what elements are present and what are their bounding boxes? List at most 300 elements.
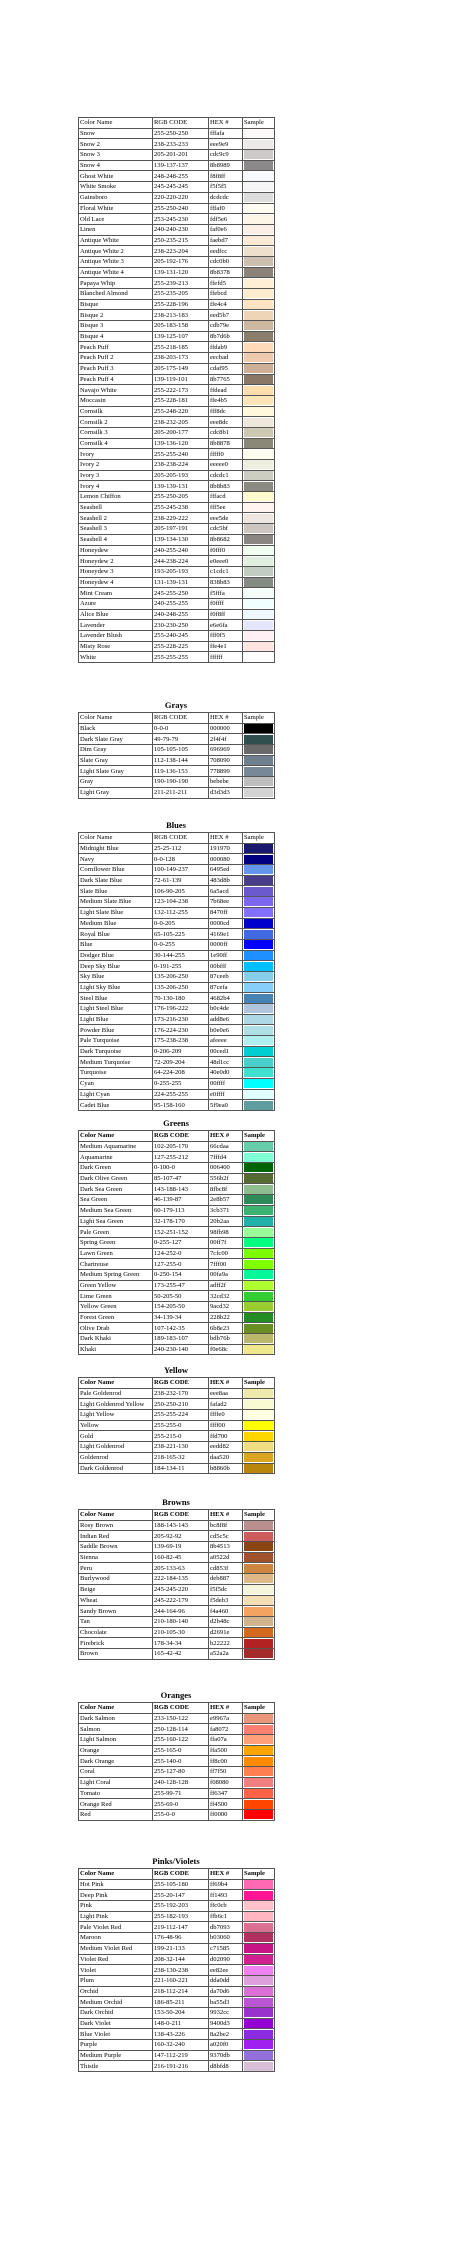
table-row [79,566,275,577]
color-sample-cell [243,1922,275,1933]
rgb-code-cell: 255-228-196 [153,299,209,310]
table-row [79,160,275,171]
table-row [79,755,275,766]
rgb-code-cell: 152-251-152 [153,1227,209,1238]
color-swatch [244,994,273,1003]
header-rgb-code: RGB CODE [153,1869,209,1880]
color-name-cell: Salmon [79,1724,153,1735]
rgb-code-cell: 255-245-238 [153,502,209,513]
rgb-code-cell: 139-134-130 [153,534,209,545]
rgb-code-cell: 255-228-181 [153,395,209,406]
color-swatch [244,257,273,266]
color-swatch [244,1789,273,1798]
color-name-cell: Light Salmon [79,1735,153,1746]
hex-code-cell: 1e90ff [209,950,243,961]
table-row [79,2029,275,2040]
rgb-code-cell: 255-239-213 [153,278,209,289]
color-swatch [244,236,273,245]
header-rgb-code: RGB CODE [153,1703,209,1714]
color-name-cell: Deep Sky Blue [79,961,153,972]
table-row [79,289,275,300]
color-name-cell: Brown [79,1648,153,1659]
color-sample-cell [243,1965,275,1976]
table-row [79,588,275,599]
color-swatch [244,1389,273,1398]
color-swatch [244,129,273,138]
hex-code-cell: 228b22 [209,1312,243,1323]
color-swatch [244,1079,273,1088]
table-row [79,481,275,492]
hex-code-cell: eee5de [209,513,243,524]
color-name-cell: Antique White 4 [79,267,153,278]
color-sample-cell [243,139,275,150]
hex-code-cell: e0ffff [209,1089,243,1100]
table-row [79,1195,275,1206]
rgb-code-cell: 221-160-221 [153,1975,209,1986]
color-sample-cell [243,1724,275,1735]
color-sample-cell [243,449,275,460]
table-row [79,1463,275,1474]
color-name-cell: Light Slate Blue [79,907,153,918]
table-row [79,577,275,588]
color-swatch [244,983,273,992]
color-name-cell: Old Lace [79,214,153,225]
color-swatch [244,557,273,566]
rgb-code-cell: 255-99-71 [153,1788,209,1799]
rgb-code-cell: 255-248-220 [153,406,209,417]
hex-code-cell: eee8dc [209,417,243,428]
color-sample-cell [243,1431,275,1442]
table-header-row [79,1510,275,1521]
hex-code-cell: f0fff0 [209,545,243,556]
color-swatch [244,865,273,874]
color-sample-cell [243,982,275,993]
color-sample-cell [243,1388,275,1399]
hex-code-cell: e9967a [209,1713,243,1724]
color-name-cell: Lawn Green [79,1248,153,1259]
color-swatch [244,1068,273,1077]
rgb-code-cell: 190-190-190 [153,777,209,788]
rgb-code-cell: 0-0-205 [153,918,209,929]
color-swatch [244,972,273,981]
table-row [79,1965,275,1976]
color-sample-cell [243,652,275,663]
rgb-code-cell: 143-188-143 [153,1184,209,1195]
color-swatch [244,215,273,224]
color-name-cell: Bisque [79,299,153,310]
color-sample-cell [243,1248,275,1259]
hex-code-cell: d2691e [209,1627,243,1638]
color-sample-cell [243,1595,275,1606]
color-swatch [244,1617,273,1626]
hex-code-cell: 4169e1 [209,929,243,940]
header-sample: Sample [243,833,275,844]
color-swatch [244,2030,273,2039]
color-sample-cell [243,1089,275,1100]
color-name-cell: Yellow [79,1420,153,1431]
color-swatch [244,1313,273,1322]
color-swatch [244,503,273,512]
color-swatch [244,1810,273,1819]
color-swatch [244,1998,273,2007]
hex-code-cell: f0ffff [209,598,243,609]
color-name-cell: Slate Gray [79,755,153,766]
color-swatch [244,375,273,384]
rgb-code-cell: 138-43-226 [153,2029,209,2040]
hex-code-cell: ffb6c1 [209,1911,243,1922]
rgb-code-cell: 211-211-211 [153,787,209,798]
header-rgb-code: RGB CODE [153,118,209,129]
color-swatch [244,1725,273,1734]
color-swatch [244,642,273,651]
rgb-code-cell: 0-255-127 [153,1237,209,1248]
color-name-cell: Navy [79,854,153,865]
color-name-cell: Alice Blue [79,609,153,620]
color-swatch [244,450,273,459]
color-sample-cell [243,385,275,396]
color-sample-cell [243,1323,275,1334]
rgb-code-cell: 139-69-19 [153,1542,209,1553]
color-swatch [244,855,273,864]
rgb-code-cell: 135-206-250 [153,982,209,993]
color-name-cell: Ivory [79,449,153,460]
rgb-code-cell: 255-250-205 [153,492,209,503]
rgb-code-cell: 233-150-122 [153,1713,209,1724]
table-row [79,1745,275,1756]
rgb-code-cell: 188-143-143 [153,1520,209,1531]
color-swatch [244,1004,273,1013]
color-swatch [244,621,273,630]
hex-code-cell: deb887 [209,1574,243,1585]
color-swatch [244,610,273,619]
color-sample-cell [243,766,275,777]
color-name-cell: Dark Salmon [79,1713,153,1724]
rgb-code-cell: 240-255-255 [153,598,209,609]
color-name-cell: Honeydew 4 [79,577,153,588]
color-sample-cell [243,993,275,1004]
color-swatch [244,268,273,277]
hex-code-cell: 2e8b57 [209,1195,243,1206]
rgb-code-cell: 250-235-215 [153,235,209,246]
table-row [79,1302,275,1313]
table-row [79,929,275,940]
table-row [79,1648,275,1659]
color-swatch [244,1270,273,1279]
color-name-cell: Peach Puff 2 [79,353,153,364]
color-name-cell: Antique White 3 [79,256,153,267]
color-name-cell: Lavender [79,620,153,631]
color-sample-cell [243,950,275,961]
table-row [79,182,275,193]
table-row [79,982,275,993]
color-sample-cell [243,1068,275,1079]
color-sample-cell [243,1410,275,1421]
table-row [79,1574,275,1585]
color-name-cell: Snow 3 [79,150,153,161]
rgb-code-cell: 255-192-203 [153,1901,209,1912]
table-row [79,1227,275,1238]
hex-code-cell: fffaf0 [209,203,243,214]
color-swatch [244,951,273,960]
section-pinks [78,1856,274,2072]
hex-code-cell: 9400d3 [209,2018,243,2029]
table-row [79,1344,275,1355]
rgb-code-cell: 230-230-250 [153,620,209,631]
color-swatch [244,1714,273,1723]
color-swatch [244,1142,273,1151]
hex-code-cell: fffacd [209,492,243,503]
hex-code-cell: 8b8b83 [209,481,243,492]
color-swatch [244,1453,273,1462]
rgb-code-cell: 255-20-147 [153,1890,209,1901]
header-sample: Sample [243,1510,275,1521]
section-yellow [78,1365,274,1474]
color-swatch [244,546,273,555]
table-header-row [79,118,275,129]
table-row [79,1163,275,1174]
rgb-code-cell: 105-105-105 [153,745,209,756]
rgb-code-cell: 238-229-222 [153,513,209,524]
color-swatch [244,204,273,213]
rgb-code-cell: 123-104-238 [153,897,209,908]
color-table [78,1509,275,1660]
header-color-name: Color Name [79,1378,153,1389]
table-row [79,1141,275,1152]
color-sample-cell [243,929,275,940]
table-row [79,1152,275,1163]
color-sample-cell [243,1584,275,1595]
color-name-cell: Snow [79,128,153,139]
color-name-cell: Orchid [79,1986,153,1997]
color-name-cell: Thistle [79,2061,153,2072]
hex-code-cell: f08080 [209,1777,243,1788]
rgb-code-cell: 65-105-225 [153,929,209,940]
hex-code-cell: 32cd32 [209,1291,243,1302]
color-sample-cell [243,1312,275,1323]
rgb-code-cell: 34-139-34 [153,1312,209,1323]
header-color-name: Color Name [79,1131,153,1142]
color-swatch [244,1400,273,1409]
color-sample-cell [243,171,275,182]
rgb-code-cell: 218-165-32 [153,1452,209,1463]
color-sample-cell [243,1627,275,1638]
hex-code-cell: f5f5f5 [209,182,243,193]
color-swatch [244,1206,273,1215]
hex-code-cell: 7cfc00 [209,1248,243,1259]
color-swatch [244,745,273,754]
rgb-code-cell: 238-232-205 [153,417,209,428]
color-swatch [244,1757,273,1766]
color-name-cell: Saddle Brown [79,1542,153,1553]
hex-code-cell: ff8c00 [209,1756,243,1767]
color-name-cell: Honeydew 3 [79,566,153,577]
hex-code-cell: add8e6 [209,1014,243,1025]
color-sample-cell [243,577,275,588]
rgb-code-cell: 102-205-170 [153,1141,209,1152]
rgb-code-cell: 50-205-50 [153,1291,209,1302]
color-swatch [244,589,273,598]
color-name-cell: Powder Blue [79,1025,153,1036]
table-row [79,1089,275,1100]
header-color-name: Color Name [79,118,153,129]
section-title: Greens [163,1118,189,1128]
color-sample-cell [243,1735,275,1746]
color-name-cell: Chartreuse [79,1259,153,1270]
rgb-code-cell: 208-32-144 [153,1954,209,1965]
color-swatch [244,418,273,427]
hex-code-cell: 8fbc8f [209,1184,243,1195]
color-name-cell: Ivory 4 [79,481,153,492]
color-swatch [244,724,273,733]
color-sample-cell [243,865,275,876]
color-sample-cell [243,513,275,524]
table-row [79,1046,275,1057]
hex-code-cell: eed5b7 [209,310,243,321]
color-swatch [244,1553,273,1562]
rgb-code-cell: 127-255-0 [153,1259,209,1270]
rgb-code-cell: 245-245-220 [153,1584,209,1595]
color-sample-cell [243,556,275,567]
table-row [79,1922,275,1933]
rgb-code-cell: 238-223-204 [153,246,209,257]
table-header-row [79,1378,275,1389]
rgb-code-cell: 238-232-170 [153,1388,209,1399]
table-row [79,1584,275,1595]
table-row [79,278,275,289]
color-name-cell: Beige [79,1584,153,1595]
color-swatch [244,1058,273,1067]
table-row [79,1259,275,1270]
table-header-row [79,713,275,724]
color-sample-cell [243,1809,275,1820]
table-row [79,865,275,876]
color-sample-cell [243,1788,275,1799]
color-swatch [244,1944,273,1953]
color-sample-cell [243,1237,275,1248]
hex-code-cell: 000080 [209,854,243,865]
header-color-name: Color Name [79,1703,153,1714]
table-row [79,438,275,449]
rgb-code-cell: 30-144-255 [153,950,209,961]
table-row [79,1410,275,1421]
table-row [79,843,275,854]
color-swatch [244,193,273,202]
color-sample-cell [243,438,275,449]
hex-code-cell: 3cb371 [209,1205,243,1216]
color-sample-cell [243,1975,275,1986]
table-row [79,918,275,929]
color-sample-cell [243,299,275,310]
header-sample: Sample [243,713,275,724]
rgb-code-cell: 100-149-237 [153,865,209,876]
table-row [79,1777,275,1788]
table-row [79,1911,275,1922]
hex-code-cell: ffefd5 [209,278,243,289]
table-row [79,395,275,406]
rgb-code-cell: 255-182-193 [153,1911,209,1922]
color-table [78,1868,275,2072]
rgb-code-cell: 0-255-255 [153,1078,209,1089]
color-table [78,1702,275,1821]
hex-code-cell: fffff0 [209,449,243,460]
hex-code-cell: f8f8ff [209,171,243,182]
color-swatch [244,897,273,906]
color-swatch [244,756,273,765]
hex-code-cell: fff5ee [209,502,243,513]
color-swatch [244,492,273,501]
color-swatch [244,428,273,437]
color-sample-cell [243,128,275,139]
table-row [79,1431,275,1442]
color-sample-cell [243,2050,275,2061]
hex-code-cell: ff0000 [209,1809,243,1820]
color-name-cell: Midnight Blue [79,843,153,854]
color-table [78,832,275,1111]
rgb-code-cell: 255-215-0 [153,1431,209,1442]
rgb-code-cell: 131-139-131 [153,577,209,588]
hex-code-cell: e0eee0 [209,556,243,567]
hex-code-cell: ff6347 [209,1788,243,1799]
table-row [79,609,275,620]
table-row [79,150,275,161]
color-sample-cell [243,278,275,289]
table-row [79,907,275,918]
rgb-code-cell: 255-250-240 [153,203,209,214]
hex-code-cell: fff8dc [209,406,243,417]
color-name-cell: Olive Drab [79,1323,153,1334]
hex-code-cell: 48d1cc [209,1057,243,1068]
color-swatch [244,1090,273,1099]
table-row [79,2040,275,2051]
color-name-cell: Dark Khaki [79,1334,153,1345]
color-sample-cell [243,1616,275,1627]
hex-code-cell: 00ffff [209,1078,243,1089]
color-swatch [244,482,273,491]
color-sample-cell [243,918,275,929]
color-swatch [244,631,273,640]
color-sample-cell [243,1227,275,1238]
hex-code-cell: ffdead [209,385,243,396]
color-sample-cell [243,1420,275,1431]
color-swatch [244,908,273,917]
hex-code-cell: 66cdaa [209,1141,243,1152]
hex-code-cell: 20b2aa [209,1216,243,1227]
color-name-cell: Seashell 4 [79,534,153,545]
hex-code-cell: eee9e9 [209,139,243,150]
color-swatch [244,311,273,320]
rgb-code-cell: 245-222-179 [153,1595,209,1606]
hex-code-cell: cdaf95 [209,363,243,374]
hex-code-cell: c71585 [209,1943,243,1954]
color-swatch [244,777,273,786]
table-row [79,1184,275,1195]
color-swatch [244,1163,273,1172]
color-swatch [244,353,273,362]
hex-code-cell: faf0e6 [209,224,243,235]
table-row [79,1280,275,1291]
color-swatch [244,1735,273,1744]
color-swatch [244,2008,273,2017]
rgb-code-cell: 219-112-147 [153,1922,209,1933]
color-swatch [244,599,273,608]
color-swatch [244,876,273,885]
table-row [79,171,275,182]
rgb-code-cell: 160-82-45 [153,1552,209,1563]
color-sample-cell [243,787,275,798]
table-header-row [79,1131,275,1142]
color-swatch [244,1746,273,1755]
color-swatch [244,1047,273,1056]
